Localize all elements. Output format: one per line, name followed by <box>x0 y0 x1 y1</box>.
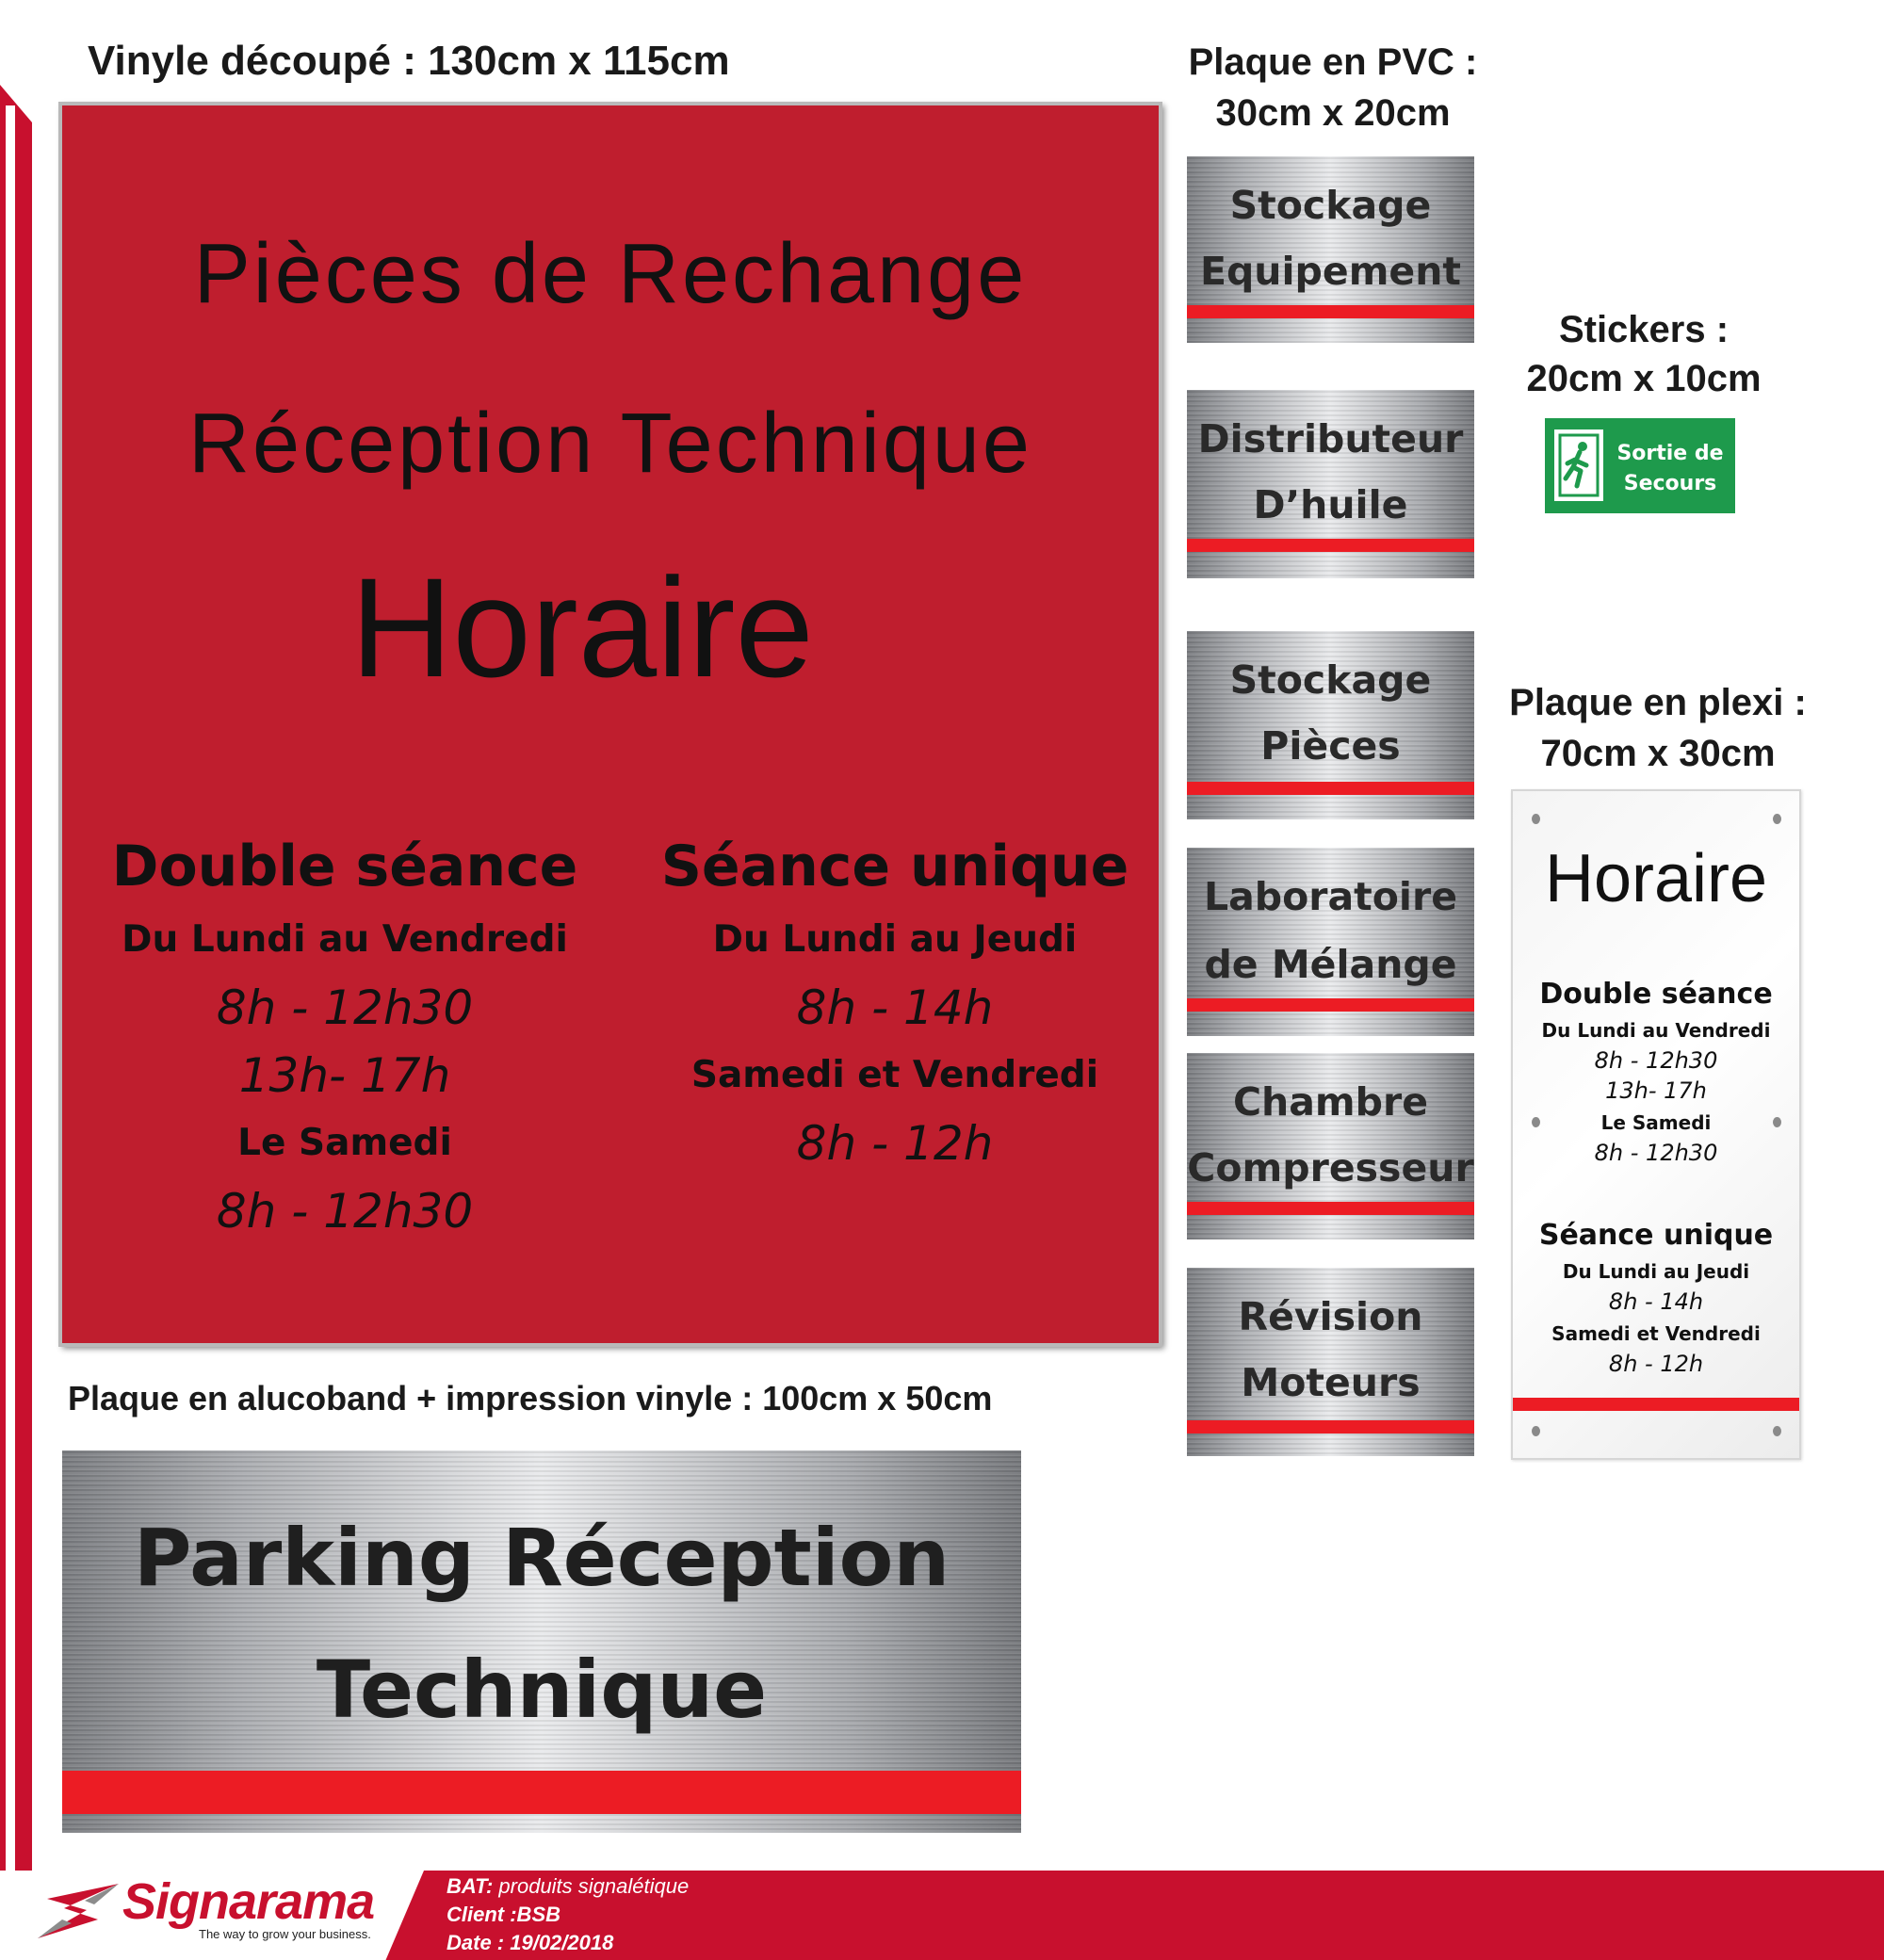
vinyl-panel <box>62 105 1159 1343</box>
pvc-plate <box>1187 848 1474 1036</box>
pvc-plate <box>1187 1053 1474 1239</box>
pvc-plate-stripe <box>1187 539 1474 552</box>
pvc-plate-line2: Equipement <box>1199 249 1462 294</box>
pvc-caption-line2: 30cm x 20cm <box>1215 92 1451 134</box>
sticker-text <box>1605 439 1735 499</box>
vinyl-double-heading: Double séance <box>111 834 578 899</box>
footer-bat <box>447 1874 689 1899</box>
plexi-caption-line1: Plaque en plexi : <box>1509 682 1807 723</box>
vinyl-saturday-label: Le Samedi <box>237 1122 452 1164</box>
plexi-double-time2: 13h- 17h <box>1605 1077 1707 1104</box>
footer-bat-value: produits signalétique <box>498 1874 690 1898</box>
plexi-unique-days: Du Lundi au Jeudi <box>1562 1260 1750 1283</box>
pvc-plate-line2: Compresseur <box>1187 1145 1474 1191</box>
plexi-saturday-label: Le Samedi <box>1600 1111 1712 1134</box>
pvc-plate-line1: Stockage <box>1229 183 1432 228</box>
screw-icon <box>1532 814 1540 824</box>
sticker-text-line2: Secours <box>1623 472 1717 495</box>
pvc-plate-line1: Révision <box>1238 1294 1423 1339</box>
plexi-red-stripe <box>1513 1398 1799 1411</box>
pvc-caption-line1: Plaque en PVC : <box>1188 41 1478 83</box>
alucoband-plate <box>62 1450 1021 1833</box>
signarama-tagline: The way to grow your business. <box>199 1927 371 1941</box>
pvc-plate-stripe <box>1187 1202 1474 1215</box>
pvc-plate-line1: Distributeur <box>1197 416 1464 462</box>
pvc-plate-stripe <box>1187 305 1474 318</box>
signarama-logo-icon <box>28 1878 128 1946</box>
pvc-plate <box>1187 1268 1474 1456</box>
plexi-double-heading: Double séance <box>1539 978 1773 1011</box>
footer-date: Date : 19/02/2018 <box>447 1931 614 1954</box>
vinyl-title: Horaire <box>350 548 814 706</box>
stickers-caption-line2: 20cm x 10cm <box>1526 358 1762 399</box>
vinyl-double-time1: 8h - 12h30 <box>216 980 474 1035</box>
vinyl-saturday-time: 8h - 12h30 <box>216 1184 474 1239</box>
footer-client: Client :BSB <box>447 1903 560 1926</box>
vinyl-double-column <box>81 827 609 1245</box>
pvc-plate-stripe <box>1187 782 1474 795</box>
screw-icon <box>1773 1426 1781 1436</box>
vinyl-unique-time2: 8h - 12h <box>796 1116 994 1171</box>
pvc-plate-line1: Chambre <box>1232 1079 1429 1125</box>
plexi-title: Horaire <box>1544 841 1768 916</box>
plexi-double-days: Du Lundi au Vendredi <box>1541 1019 1771 1042</box>
screw-icon <box>1773 814 1781 824</box>
vinyl-unique-days: Du Lundi au Jeudi <box>712 918 1078 961</box>
vinyl-line1: Pièces de Rechange <box>193 227 1028 321</box>
alucoband-line1: Parking Réception <box>133 1512 950 1604</box>
vinyl-caption: Vinyle découpé : 130cm x 115cm <box>88 38 730 84</box>
plexi-unique-heading: Séance unique <box>1538 1219 1774 1252</box>
vinyl-double-time2: 13h- 17h <box>238 1048 451 1103</box>
left-edge-inner <box>6 105 15 1933</box>
pvc-plate-stripe <box>1187 1420 1474 1434</box>
vinyl-unique-heading: Séance unique <box>660 834 1129 899</box>
vinyl-unique-column <box>631 827 1159 1177</box>
plexi-caption-line2: 70cm x 30cm <box>1540 733 1776 774</box>
signarama-logo-text: Signarama <box>122 1873 375 1930</box>
pvc-plate-line1: Stockage <box>1229 657 1432 703</box>
emergency-exit-icon <box>1554 429 1603 501</box>
pvc-plate-line1: Laboratoire <box>1203 874 1458 919</box>
sticker-text-line1: Sortie de <box>1616 442 1724 465</box>
vinyl-unique-time1: 8h - 14h <box>796 980 994 1035</box>
pvc-plate <box>1187 631 1474 819</box>
footer-bat-label: BAT: <box>447 1874 494 1898</box>
plexi-unique-time1: 8h - 14h <box>1608 1288 1704 1315</box>
alucoband-red-stripe <box>62 1771 1021 1814</box>
alucoband-line2: Technique <box>316 1644 768 1736</box>
pvc-plate-line2: Moteurs <box>1241 1360 1421 1405</box>
alucoband-caption: Plaque en alucoband + impression vinyle : 100cm x 50cm <box>68 1379 993 1417</box>
pvc-plate-line2: de Mélange <box>1204 942 1457 987</box>
screw-icon <box>1532 1426 1540 1436</box>
plexi-unique-time2: 8h - 12h <box>1608 1351 1704 1377</box>
pvc-plate-line2: D’huile <box>1253 482 1408 527</box>
pvc-plate-stripe <box>1187 998 1474 1012</box>
plexi-unique-days2: Samedi et Vendredi <box>1551 1322 1761 1345</box>
stickers-caption-line1: Stickers : <box>1558 309 1730 350</box>
pvc-plate-line2: Pièces <box>1260 723 1401 769</box>
vinyl-unique-days2: Samedi et Vendredi <box>690 1054 1099 1096</box>
plexi-double-time1: 8h - 12h30 <box>1594 1047 1718 1074</box>
vinyl-line2: Réception Technique <box>188 397 1032 491</box>
vinyl-double-days: Du Lundi au Vendredi <box>122 918 568 961</box>
exit-sticker <box>1545 418 1735 513</box>
pvc-plate <box>1187 390 1474 578</box>
plexi-plate <box>1511 789 1801 1460</box>
pvc-plate <box>1187 156 1474 343</box>
plexi-saturday-time: 8h - 12h30 <box>1594 1140 1718 1166</box>
